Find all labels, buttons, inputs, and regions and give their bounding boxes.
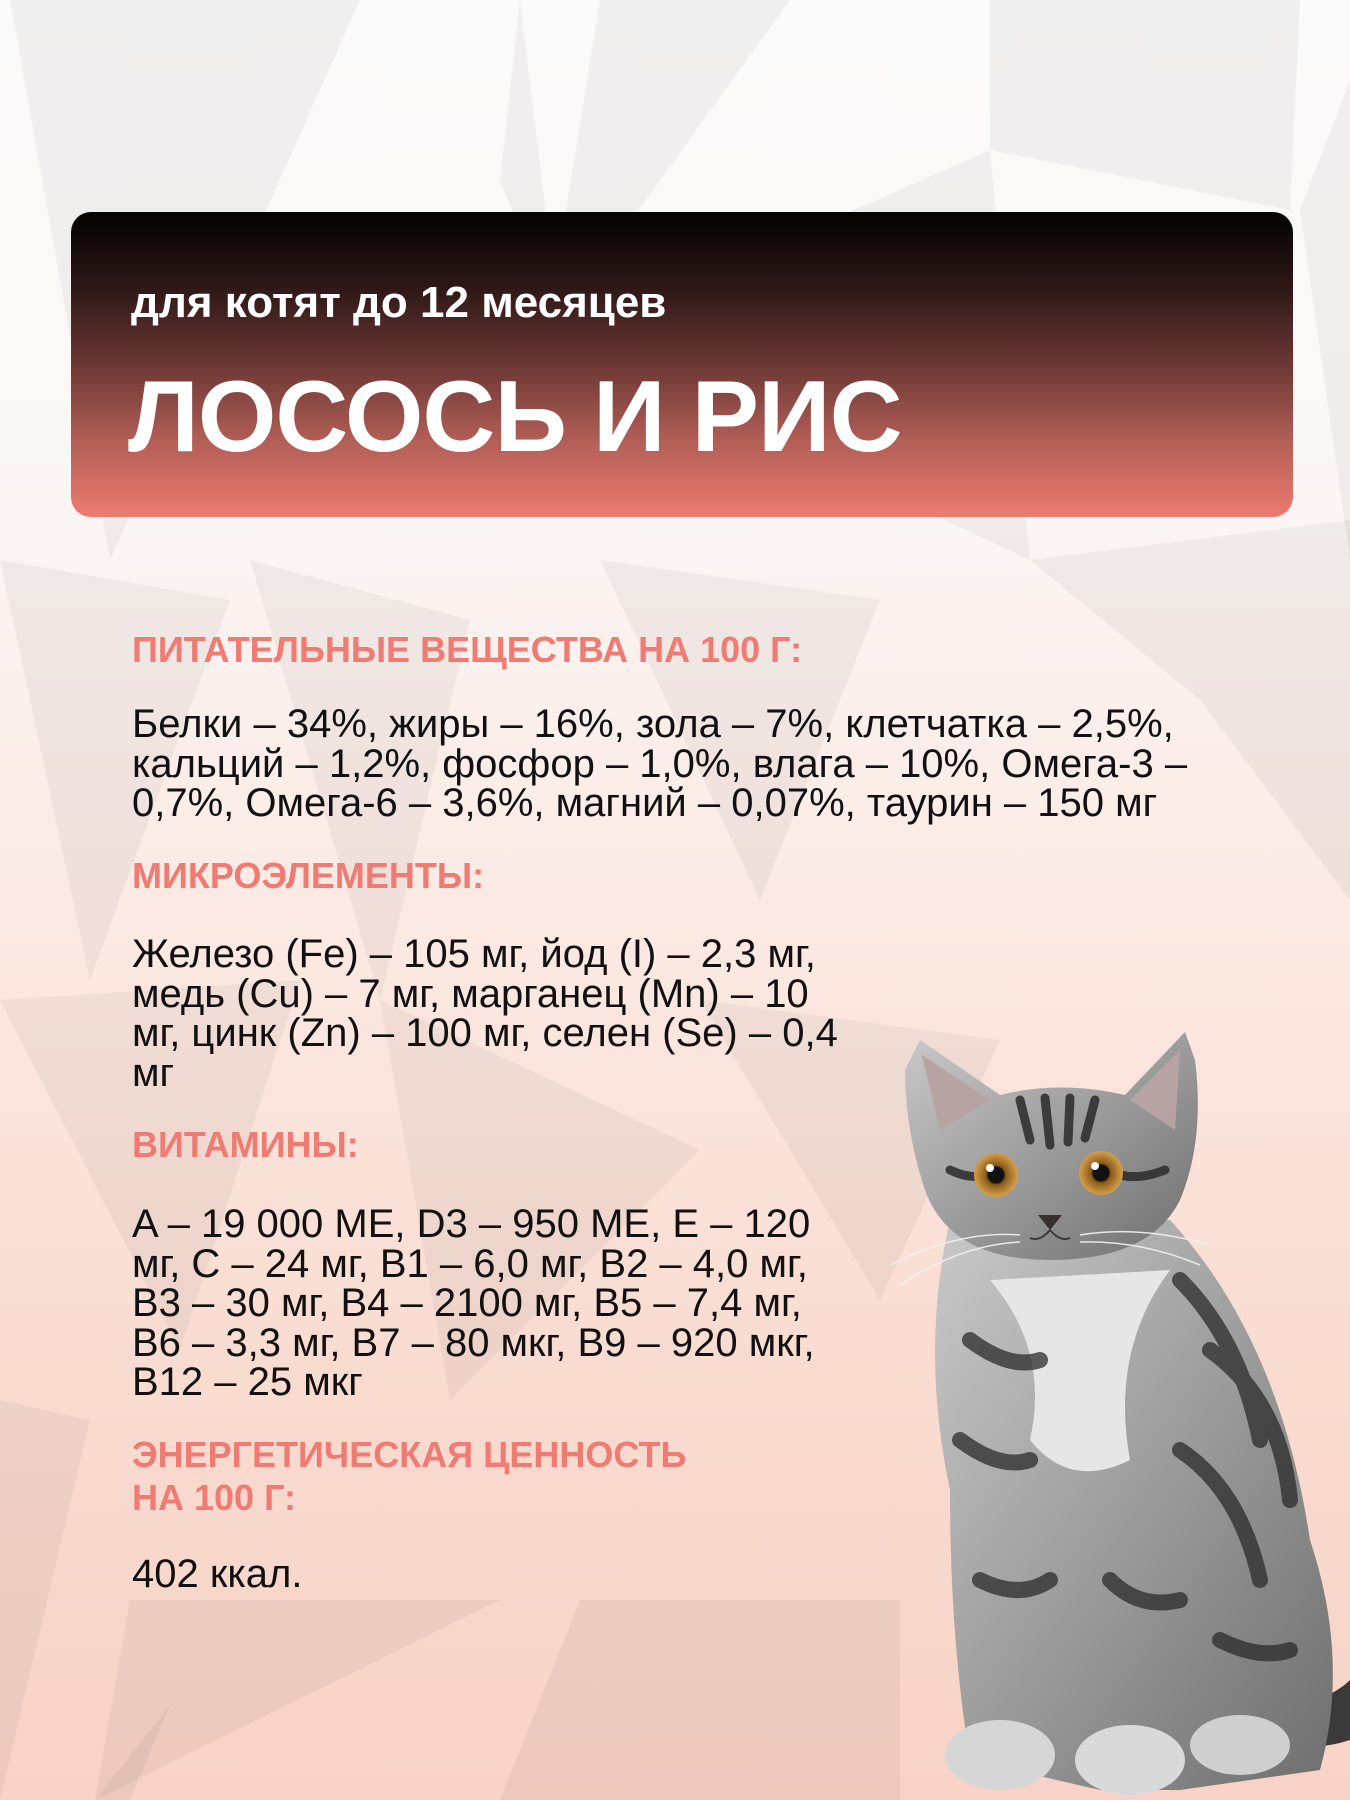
- microelements-text: [132, 932, 838, 1095]
- text-line: 402 ккал.: [132, 1552, 303, 1596]
- microelements-heading: [132, 854, 484, 897]
- heading-line: ПИТАТЕЛЬНЫЕ ВЕЩЕСТВА НА 100 Г:: [132, 629, 803, 670]
- text-line: мг: [132, 1050, 175, 1095]
- product-title: ЛОСОСЬ И РИС: [128, 361, 902, 473]
- nutrients-text: [132, 702, 1188, 825]
- text-line: кальций – 1,2%, фосфор – 1,0%, влага – 10%, Омега-3 –: [132, 741, 1188, 786]
- text-line: 0,7%, Омега-6 – 3,6%, магний – 0,07%, таурин – 150 мг: [132, 781, 1158, 825]
- heading-line: ВИТАМИНЫ:: [132, 1124, 359, 1165]
- heading-line: МИКРОЭЛЕМЕНТЫ:: [132, 855, 485, 896]
- energy-text: [132, 1552, 303, 1596]
- text-line: медь (Cu) – 7 мг, марганец (Mn) – 10: [132, 971, 809, 1016]
- energy-heading: [132, 1433, 686, 1519]
- heading-line: НА 100 Г:: [132, 1477, 296, 1518]
- vitamins-heading: [132, 1123, 359, 1166]
- text-line: A – 19 000 МЕ, D3 – 950 МЕ, E – 120: [132, 1202, 811, 1246]
- text-line: мг, C – 24 мг, B1 – 6,0 мг, B2 – 4,0 мг,: [132, 1241, 808, 1286]
- text-line: B6 – 3,3 мг, B7 – 80 мкг, B9 – 920 мкг,: [132, 1320, 815, 1365]
- vitamins-text: [132, 1202, 815, 1404]
- text-line: B3 – 30 мг, B4 – 2100 мг, B5 – 7,4 мг,: [132, 1281, 802, 1325]
- nutrients-heading: [132, 628, 802, 671]
- text-line: Белки – 34%, жиры – 16%, зола – 7%, клетчатка – 2,5%,: [132, 702, 1174, 746]
- text-line: B12 – 25 мкг: [132, 1360, 363, 1404]
- text-line: мг, цинк (Zn) – 100 мг, селен (Se) – 0,4: [132, 1011, 838, 1055]
- text-line: Железо (Fe) – 105 мг, йод (I) – 2,3 мг,: [132, 932, 816, 976]
- subtitle: для котят до 12 месяцев: [131, 278, 667, 327]
- heading-line: ЭНЕРГЕТИЧЕСКАЯ ЦЕННОСТЬ: [132, 1434, 687, 1475]
- kitten-image: [880, 1020, 1350, 1800]
